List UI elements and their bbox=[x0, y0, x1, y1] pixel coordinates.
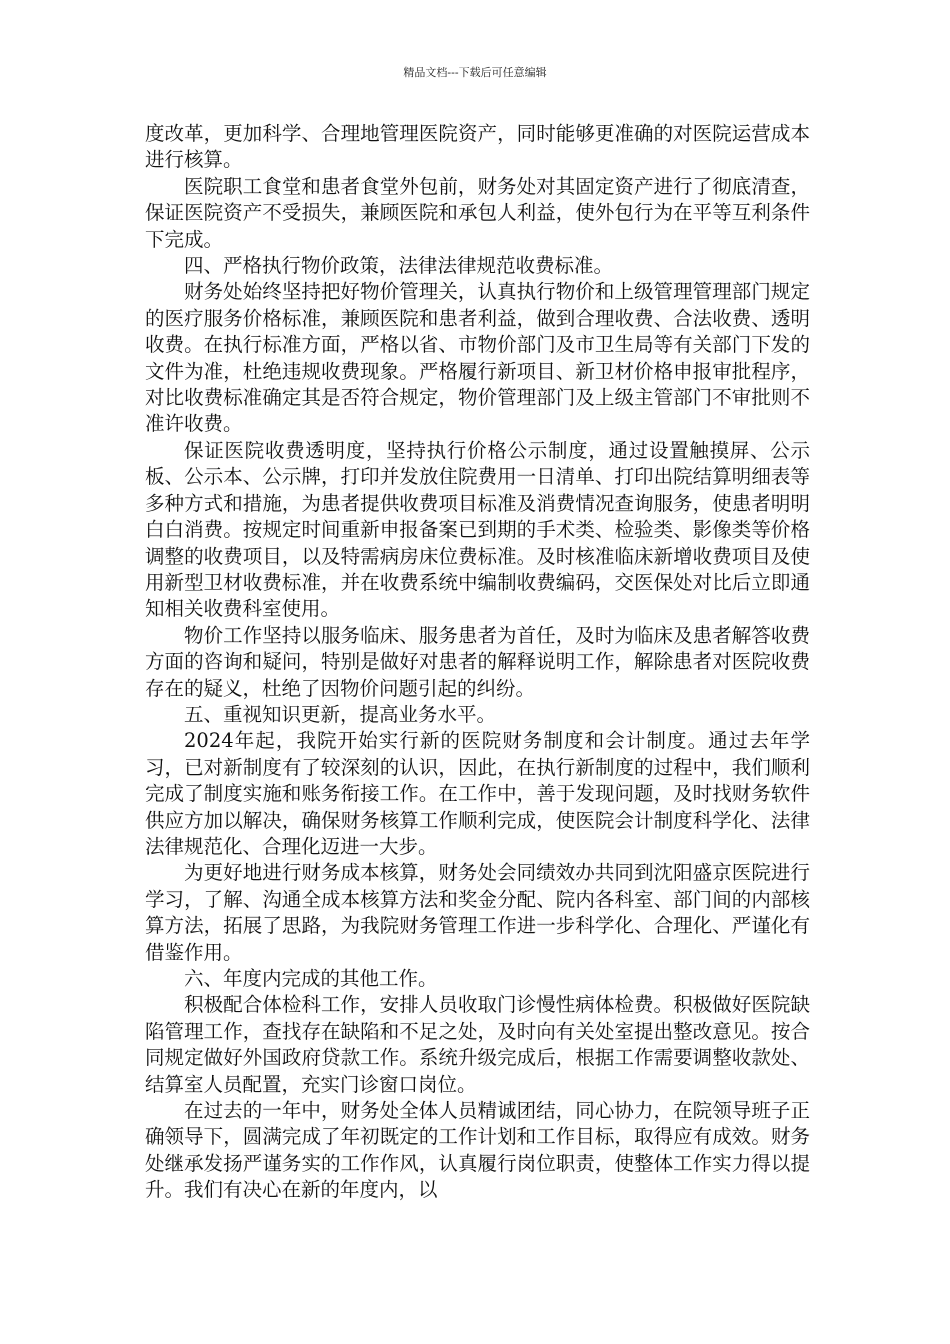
paragraph: 医院职工食堂和患者食堂外包前，财务处对其固定资产进行了彻底清查，保证医院资产不受损失，兼顾医院和承包人利益，使外包行为在平等互利条件下完成。 bbox=[145, 174, 810, 251]
paragraph: 度改革，更加科学、合理地管理医院资产，同时能够更准确的对医院运营成本进行核算。 bbox=[145, 122, 810, 172]
paragraph: 保证医院收费透明度，坚持执行价格公示制度，通过设置触摸屏、公示板、公示本、公示牌，打印并发放住院费用一日清单、打印出院结算明细表等多种方式和措施，为患者提供收费项目标准及消费情况查询服务，使患者明明白白消费。按规定时间重新申报备案已到期的手术类、检验类、影像类等价格调整的收费项目，以及特需病房床位费标准。及时核准临床新增收费项目及使用新型卫材收费标准，并在收费系统中编制收费编码，交医保处对比后立即通知相关收费科室使用。 bbox=[145, 438, 810, 621]
paragraph: 财务处始终坚持把好物价管理关，认真执行物价和上级管理管理部门规定的医疗服务价格标准，兼顾医院和患者利益，做到合理收费、合法收费、透明收费。在执行标准方面，严格以省、市物价部门及市卫生局等有关部门下发的文件为准，杜绝违规收费现象。严格履行新项目、新卫材价格申报审批程序，对比收费标准确定其是否符合规定，物价管理部门及上级主管部门不审批则不准许收费。 bbox=[145, 280, 810, 436]
section-heading: 五、重视知识更新，提高业务水平。 bbox=[184, 702, 497, 726]
paragraph: 物价工作坚持以服务临床、服务患者为首任，及时为临床及患者解答收费方面的咨询和疑问，特别是做好对患者的解释说明工作，解除患者对医院收费存在的疑义，杜绝了因物价问题引起的纠纷。 bbox=[145, 623, 810, 700]
section-heading: 六、年度内完成的其他工作。 bbox=[184, 967, 438, 990]
paragraph: 2024年起，我院开始实行新的医院财务制度和会计制度。通过去年学习，已对新制度有了较深刻的认识，因此，在执行新制度的过程中，我们顺利完成了制度实施和账务衔接工作。在工作中，善于发现问题，及时找财务软件供应方加以解决，确保财务核算工作顺利完成，使医院会计制度科学化、法律法律规范化、合理化迈进一大步。 bbox=[145, 729, 810, 858]
page-header: 精品文档---下载后可任意编辑 bbox=[403, 66, 547, 79]
paragraph: 为更好地进行财务成本核算，财务处会同绩效办共同到沈阳盛京医院进行学习，了解、沟通全成本核算方法和奖金分配、院内各科室、部门间的内部核算方法，拓展了思路，为我院财务管理工作进一步科学化、合理化、严谨化有借鉴作用。 bbox=[145, 861, 810, 964]
paragraph: 在过去的一年中，财务处全体人员精诚团结，同心协力，在院领导班子正确领导下，圆满完成了年初既定的工作计划和工作目标，取得应有成效。财务处继承发扬严谨务实的工作作风，认真履行岗位职责，使整体工作实力得以提升。我们有决心在新的年度内，以 bbox=[145, 1099, 810, 1202]
document-body bbox=[145, 121, 810, 1204]
paragraph: 积极配合体检科工作，安排人员收取门诊慢性病体检费。积极做好医院缺陷管理工作，查找存在缺陷和不足之处，及时向有关处室提出整改意见。按合同规定做好外国政府贷款工作。系统升级完成后，根据工作需要调整收款处、结算室人员配置，充实门诊窗口岗位。 bbox=[145, 993, 810, 1096]
section-heading: 四、严格执行物价政策，法律法律规范收费标准。 bbox=[184, 254, 614, 278]
